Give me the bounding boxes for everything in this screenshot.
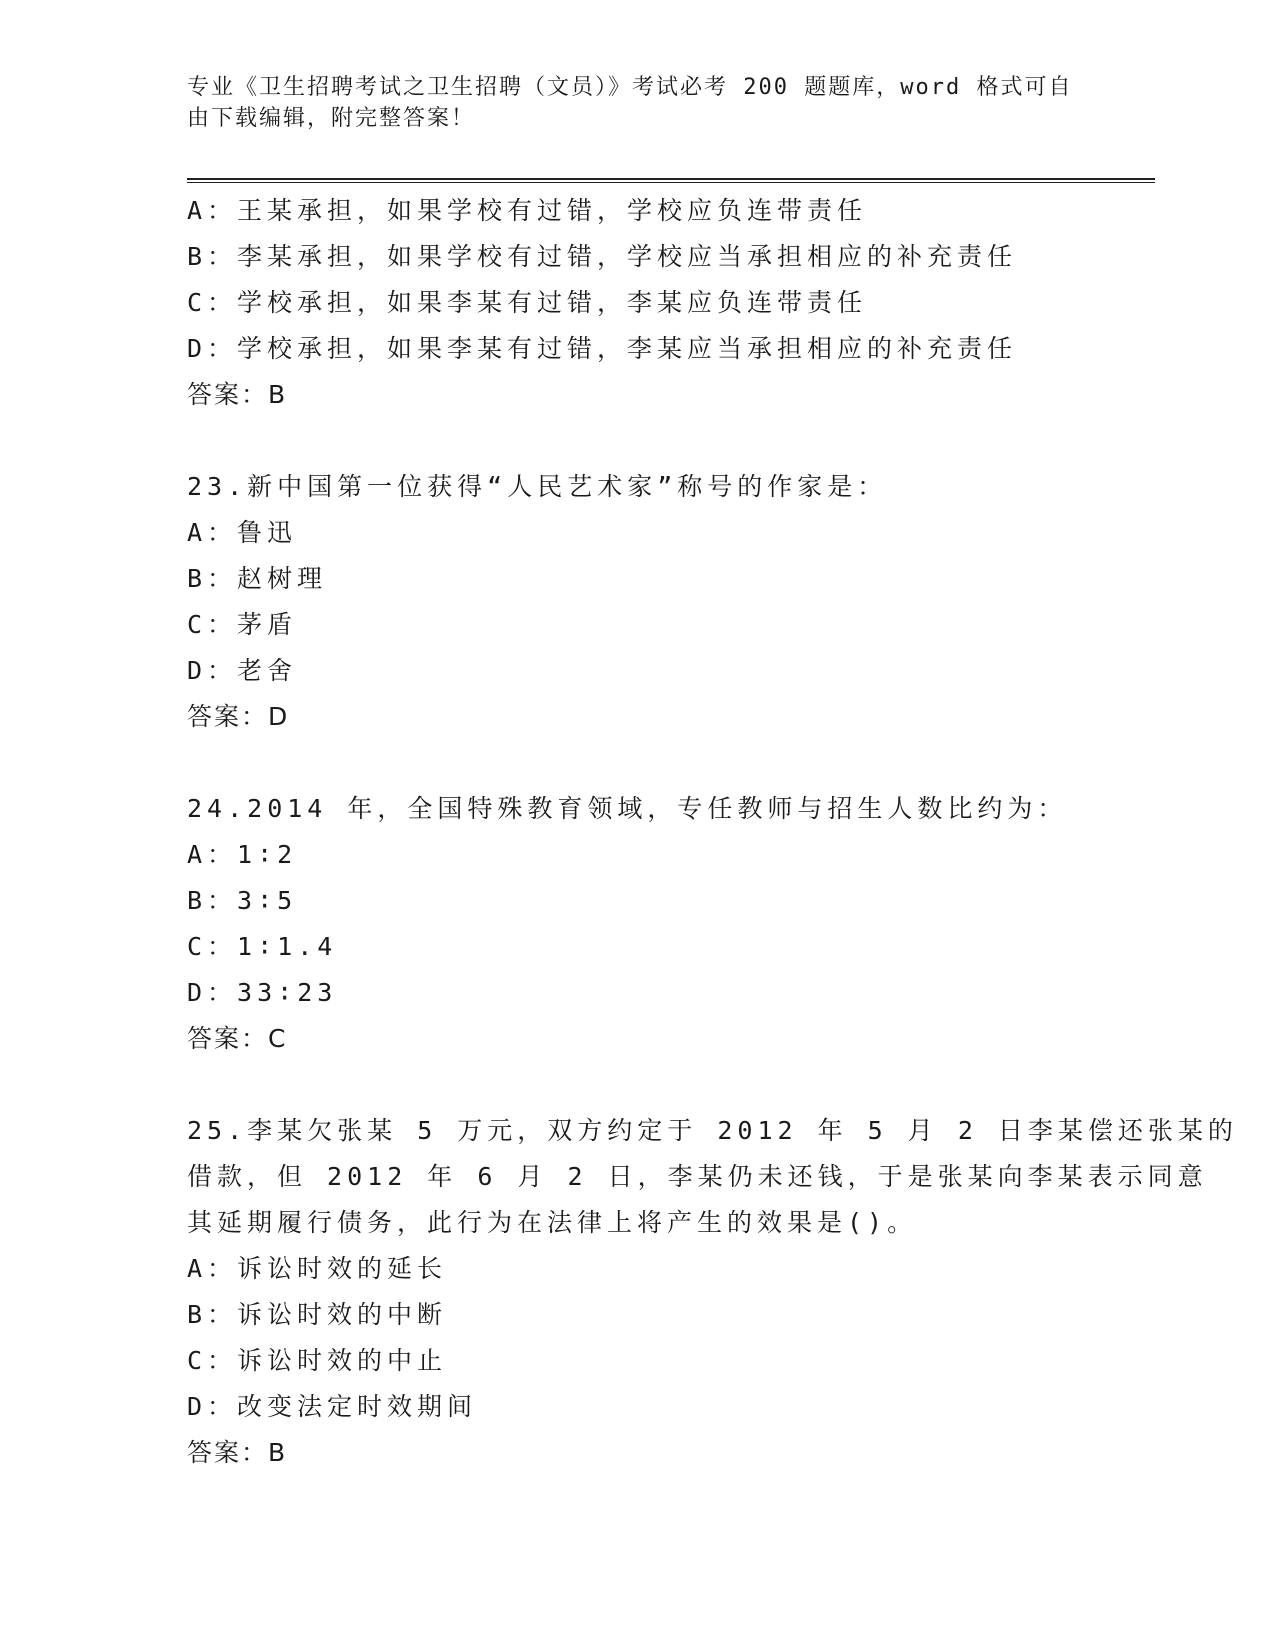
option-c: C：茅盾: [187, 610, 298, 639]
question-text-line-3: 其延期履行债务，此行为在法律上将产生的效果是()。: [187, 1208, 918, 1237]
option-d: D：改变法定时效期间: [187, 1392, 478, 1421]
answer: 答案：C: [187, 1024, 288, 1053]
option-a: A：王某承担，如果学校有过错，学校应负连带责任: [187, 196, 868, 225]
question-25: [187, 1108, 1238, 1476]
option-b: B：李某承担，如果学校有过错，学校应当承担相应的补充责任: [187, 242, 1018, 271]
option-b: B：诉讼时效的中断: [187, 1300, 448, 1329]
question-23: [187, 464, 1157, 740]
question-text-line-1: 25.李某欠张某 5 万元，双方约定于 2012 年 5 月 2 日李某偿还张某的: [187, 1116, 1238, 1145]
question-text-line-2: 借款，但 2012 年 6 月 2 日，李某仍未还钱，于是张某向李某表示同意: [187, 1162, 1208, 1191]
option-a: A：1∶2: [187, 840, 298, 869]
option-b: B：3∶5: [187, 886, 298, 915]
question-text: 24.2014 年，全国特殊教育领域，专任教师与招生人数比约为：: [187, 794, 1068, 823]
header-divider: [187, 178, 1155, 183]
option-d: D：老舍: [187, 656, 298, 685]
option-a: A：诉讼时效的延长: [187, 1254, 448, 1283]
option-c: C：1∶1.4: [187, 932, 338, 961]
spacer: [187, 418, 1157, 464]
question-24: [187, 786, 1157, 1062]
option-c: C：诉讼时效的中止: [187, 1346, 448, 1375]
option-a: A：鲁迅: [187, 518, 298, 547]
option-d: D：学校承担，如果李某有过错，李某应当承担相应的补充责任: [187, 334, 1018, 363]
answer: 答案：D: [187, 702, 290, 731]
question-22: [187, 188, 1157, 418]
spacer: [187, 740, 1157, 786]
header-line-1: 专业《卫生招聘考试之卫生招聘（文员）》考试必考 200 题题库，word 格式可自: [187, 75, 1073, 100]
answer: 答案：B: [187, 380, 288, 409]
answer: 答案：B: [187, 1438, 288, 1467]
option-b: B：赵树理: [187, 564, 328, 593]
header-line-2: 由下载编辑，附完整答案！: [187, 106, 476, 131]
option-d: D：33∶23: [187, 978, 338, 1007]
document-body: [187, 188, 1238, 1476]
option-c: C：学校承担，如果李某有过错，李某应负连带责任: [187, 288, 868, 317]
question-text: 23.新中国第一位获得“人民艺术家”称号的作家是：: [187, 472, 888, 501]
spacer: [187, 1062, 1157, 1108]
document-header: [187, 72, 1087, 134]
